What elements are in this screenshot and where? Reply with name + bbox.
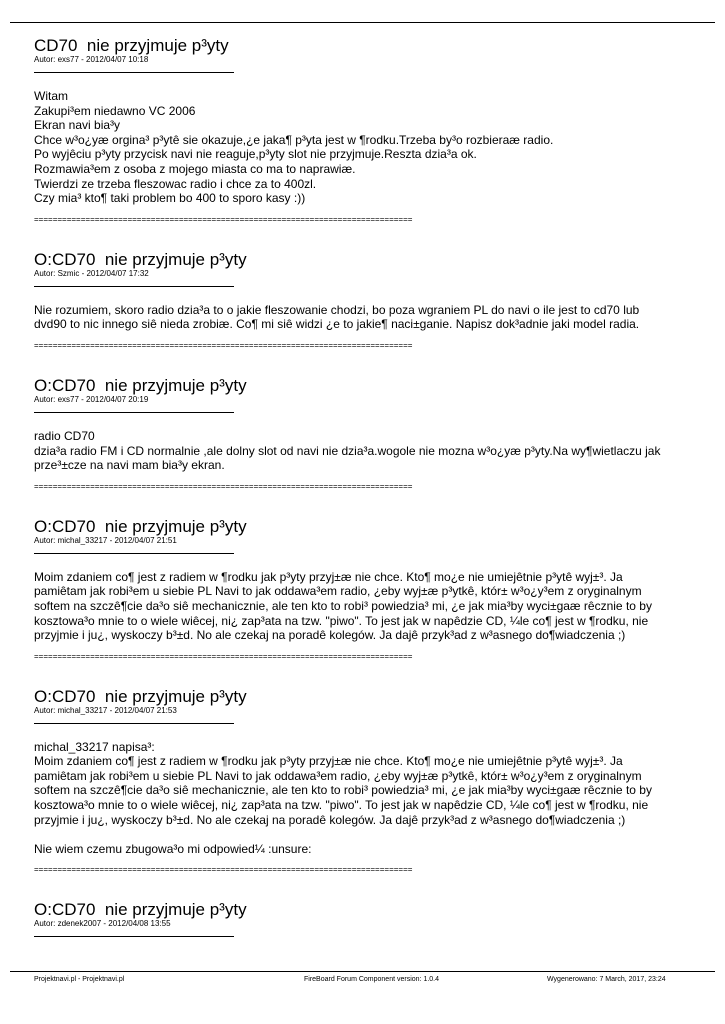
post-2 (34, 250, 694, 350)
footer-generated: Wygenerowano: 7 March, 2017, 23:24 (547, 976, 666, 983)
title-underline (34, 553, 234, 554)
header-rule (10, 22, 715, 23)
footer-site: Projektnavi.pl - Projektnavi.pl (34, 976, 125, 983)
post-line: dzia³a radio FM i CD normalnie ,ale dolny slot od navi nie dzia³a.wogole nie mozna w³o¿yæ p³yty.Na wy¶wietlaczu jak (34, 443, 661, 458)
post-line: przyjmie i ju¿, wyskoczy b³±d. No ale czekaj na poradê kolegów. Ja dajê przyk³ad z w³asnego do¶wiadczenia ;) (34, 812, 626, 827)
post-line: Ekran navi bia³y (34, 118, 121, 133)
post-title: CD70 nie przyjmuje p³yty (34, 36, 229, 55)
title-underline (34, 723, 234, 724)
post-line: Nie wiem czemu zbugowa³o mi odpowied¼ :unsure: (34, 841, 312, 856)
post-line: Twierdzi ze trzeba fleszowac radio i chce za to 400zl. (34, 176, 317, 191)
footer-component: FireBoard Forum Component version: 1.0.4 (304, 976, 440, 983)
post-line: Po wyjêciu p³yty przycisk navi nie reaguje,p³yty slot nie przyjmuje.Reszta dzia³a ok. (34, 147, 477, 162)
post-author-date: Autor: michal_33217 - 2012/04/07 21:53 (34, 705, 177, 715)
post-separator: ================================================================================= (34, 481, 413, 491)
post-line: pamiêtam jak robi³em u siebie PL Navi to jak oddawa³em radio, ¿eby wyj±æ p³ytkê, któr± w³o¿y³em z oryginalnym (34, 584, 642, 599)
post-line: softem na szczê¶cie da³o siê mechanicznie, ale ten kto to robi³ powiedzia³ mi, ¿e jak mia³by wyci±gaæ rêcznie to by (34, 783, 652, 798)
post-line: Zakupi³em niedawno VC 2006 (34, 103, 196, 118)
post-title: O:CD70 nie przyjmuje p³yty (34, 375, 247, 395)
post-separator: ================================================================================= (34, 214, 413, 224)
post-4 (34, 517, 694, 661)
post-separator: ================================================================================= (34, 340, 413, 350)
post-author-date: Autor: Szmic - 2012/04/07 17:32 (34, 268, 149, 278)
post-author-date: Autor: zdenek2007 - 2012/04/08 13:55 (34, 919, 171, 929)
post-author-date: Autor: michal_33217 - 2012/04/07 21:51 (34, 535, 177, 545)
post-1 (34, 36, 694, 224)
post-line: kosztowa³o mnie to o wiele wiêcej, ni¿ zap³ata na tzw. "piwo". To jest jak w napêdzie CD, ¼le co¶ jest w ¶rodku, nie (34, 798, 649, 813)
post-line: Witam (34, 89, 68, 103)
post-separator: ================================================================================= (34, 865, 413, 875)
post-6 (34, 900, 694, 937)
post-line: Moim zdaniem co¶ jest z radiem w ¶rodku jak p³yty przyj±æ nie chce. Kto¶ mo¿e nie umiejêtnie p³ytê wyj±³. Ja (34, 754, 623, 769)
post-line: softem na szczê¶cie da³o siê mechanicznie, ale ten kto to robi³ powiedzia³ mi, ¿e jak mia³by wyci±gaæ rêcznie to by (34, 598, 652, 613)
post-line: Nie rozumiem, skoro radio dzia³a to o jakie fleszowanie chodzi, bo poza wgraniem PL do navi o ile jest to cd70 lub (34, 302, 640, 317)
post-line: pamiêtam jak robi³em u siebie PL Navi to jak oddawa³em radio, ¿eby wyj±æ p³ytkê, któr± w³o¿y³em z oryginalnym (34, 768, 642, 783)
post-title: O:CD70 nie przyjmuje p³yty (34, 900, 247, 920)
post-author-date: Autor: exs77 - 2012/04/07 10:18 (34, 55, 149, 64)
post-body (34, 303, 694, 332)
title-underline (34, 412, 234, 413)
post-title: O:CD70 nie przyjmuje p³yty (34, 686, 247, 706)
post-line: Rozmawia³em z osoba z mojego miasta co ma to naprawiæ. (34, 161, 356, 176)
footer-rule (10, 971, 715, 972)
post-body (34, 740, 694, 857)
post-line: Moim zdaniem co¶ jest z radiem w ¶rodku jak p³yty przyj±æ nie chce. Kto¶ mo¿e nie umiejêtnie p³ytê wyj±³. Ja (34, 569, 623, 584)
forum-thread (34, 36, 694, 937)
post-line: kosztowa³o mnie to o wiele wiêcej, ni¿ zap³ata na tzw. "piwo". To jest jak w napêdzie CD, ¼le co¶ jest w ¶rodku, nie (34, 613, 649, 628)
post-body (34, 89, 694, 206)
post-line: przyjmie i ju¿, wyskoczy b³±d. No ale czekaj na poradê kolegów. Ja dajê przyk³ad z w³asnego do¶wiadczenia ;) (34, 628, 626, 643)
post-separator: ================================================================================= (34, 651, 413, 661)
post-title: O:CD70 nie przyjmuje p³yty (34, 249, 247, 269)
post-line: dvd90 to nic innego siê nieda zrobiæ. Co¶ mi siê widzi ¿e to jakie¶ naci±ganie. Napisz dok³adnie jaki model radia. (34, 317, 640, 332)
post-line: Czy mia³ kto¶ taki problem bo 400 to sporo kasy :)) (34, 191, 306, 206)
post-line: prze³±cze na navi mam bia³y ekran. (34, 458, 225, 473)
post-body (34, 570, 694, 643)
post-3 (34, 376, 694, 491)
title-underline (34, 936, 234, 937)
title-underline (34, 72, 234, 73)
post-body (34, 429, 694, 473)
title-underline (34, 286, 234, 287)
post-author-date: Autor: exs77 - 2012/04/07 20:19 (34, 394, 149, 404)
post-line: Chce w³o¿yæ orgina³ p³ytê sie okazuje,¿e jaka¶ p³yta jest w ¶rodku.Trzeba by³o rozbieraæ radio. (34, 132, 554, 147)
post-line: radio CD70 (34, 428, 95, 443)
post-5 (34, 687, 694, 875)
post-title: O:CD70 nie przyjmuje p³yty (34, 516, 247, 536)
post-line: michal_33217 napisa³: (34, 739, 155, 754)
